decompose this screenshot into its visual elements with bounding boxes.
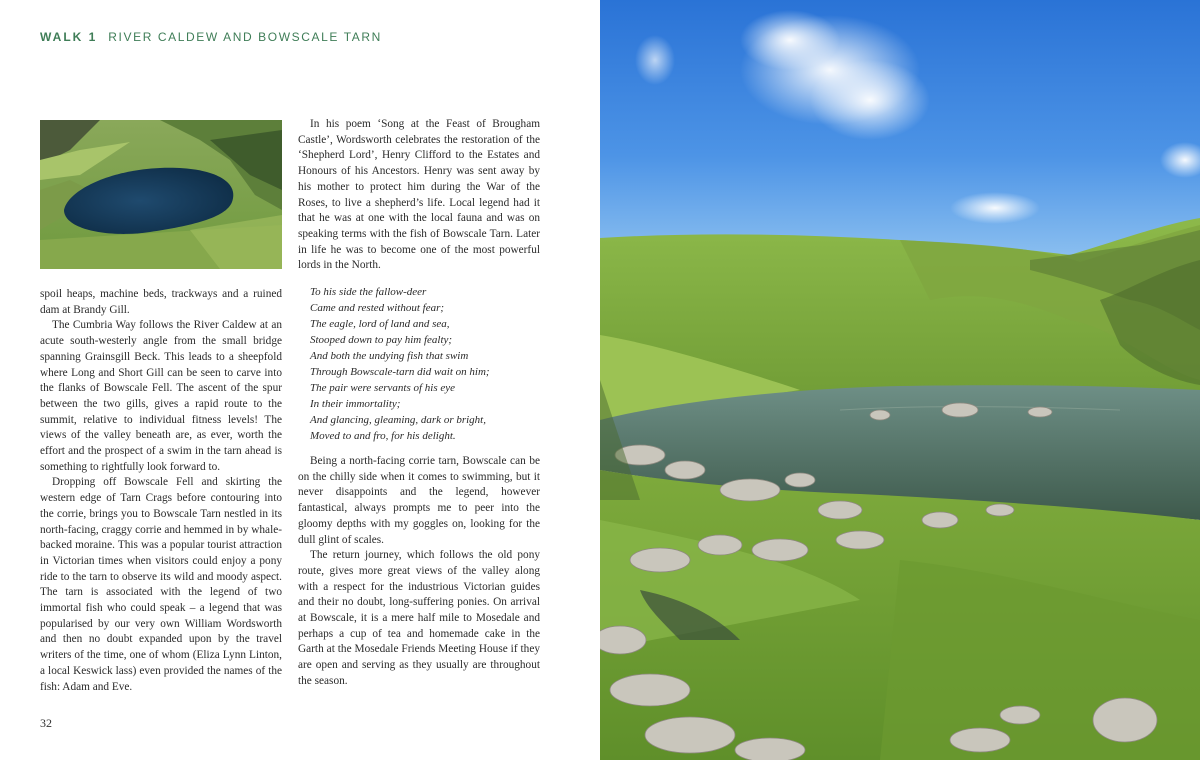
paragraph: spoil heaps, machine beds, trackways and a ruined dam at Brandy Gill. [40, 288, 282, 316]
walk-label: WALK 1 [40, 30, 98, 44]
poem-line: The eagle, lord of land and sea, [310, 318, 450, 331]
poem-line: Stooped down to pay him fealty; [310, 334, 453, 347]
left-text-column [40, 287, 282, 695]
paragraph: Being a north-facing corrie tarn, Bowscale can be on the chilly side when it comes to swimming, but it never disappoints and the legend, however fantastical, always prompts me to peer into the gloomy depths with my goggles on, looking for the dull glint of scales. [298, 455, 540, 546]
tarn-thumbnail-svg [40, 120, 282, 269]
paragraph: The return journey, which follows the old pony route, gives more great views of the valley along with a respect for the industrious Victorian guides and their no doubt, long-suffering ponies. On arrival at Bowscale, it is a mere half mile to Mosedale and perhaps a cup of tea and homemade cake in the Garth at the Mosedale Friends Meeting House if they are open and serving as they usually are throughout the season. [298, 549, 540, 687]
poem-line: Moved to and fro, for his delight. [310, 430, 456, 443]
poem-line: The pair were servants of his eye [310, 382, 456, 395]
right-text-column [298, 117, 540, 690]
paragraph: The Cumbria Way follows the River Caldew at an acute south-westerly angle from the small bridge spanning Grainsgill Beck. This leads to a sheepfold where Long and Short Gill can be seen to carve into the flanks of Bowscale Fell. The ascent of the spur between the two gills, gives a rapid route to the summit, relative to individual fitness levels! The views of the valley beneath are, as ever, worth the effort and the prospect of a swim in the tarn ahead is something to rightfully look forward to. [40, 319, 282, 473]
poem-line: In their immortality; [310, 398, 401, 411]
poem-line: Through Bowscale-tarn did wait on him; [310, 366, 490, 379]
bowscale-tarn-photo [600, 0, 1200, 760]
tarn-thumbnail-image [40, 120, 282, 269]
paragraph: Dropping off Bowscale Fell and skirting the western edge of Tarn Crags before contouring into the corrie, brings you to Bowscale Tarn nestled in its north-facing, craggy corrie and hemmed in by whale-backed moraine. This was a popular tourist attraction in Victorian times when visitors could enjoy a pony ride to the tarn to observe its wild and moody aspect. The tarn is associated with the legend of two immortal fish who could speak – a legend that was popularised by our very own William Wordsworth and then no doubt expanded upon by the travel writers of the time, one of whom (Eliza Lynn Linton, a local Keswick lass) even provided the names of the fish: Adam and Eve. [40, 476, 282, 693]
page-number: 32 [40, 716, 52, 730]
walk-title: RIVER CALDEW AND BOWSCALE TARN [108, 30, 382, 44]
poem-line: And glancing, gleaming, dark or bright, [310, 414, 486, 427]
paragraph: In his poem ‘Song at the Feast of Brougham Castle’, Wordsworth celebrates the restoration of the ‘Shepherd Lord’, Henry Clifford to the Estates and Honours of his Ancestors. Henry was sent away by his mother to protect him during the War of the Roses, to live a shepherd’s life. Local legend had it that he was at one with the local fauna and was on speaking terms with the fish of Bowscale Tarn. Later in life he was to become one of the most powerful lords in the North. [298, 118, 540, 272]
poem-line: And both the undying fish that swim [310, 350, 469, 363]
running-header [40, 30, 382, 44]
poem-excerpt [310, 284, 540, 444]
poem-line: Came and rested without fear; [310, 302, 445, 315]
landscape-photo-svg [600, 0, 1200, 760]
poem-line: To his side the fallow-deer [310, 286, 427, 299]
